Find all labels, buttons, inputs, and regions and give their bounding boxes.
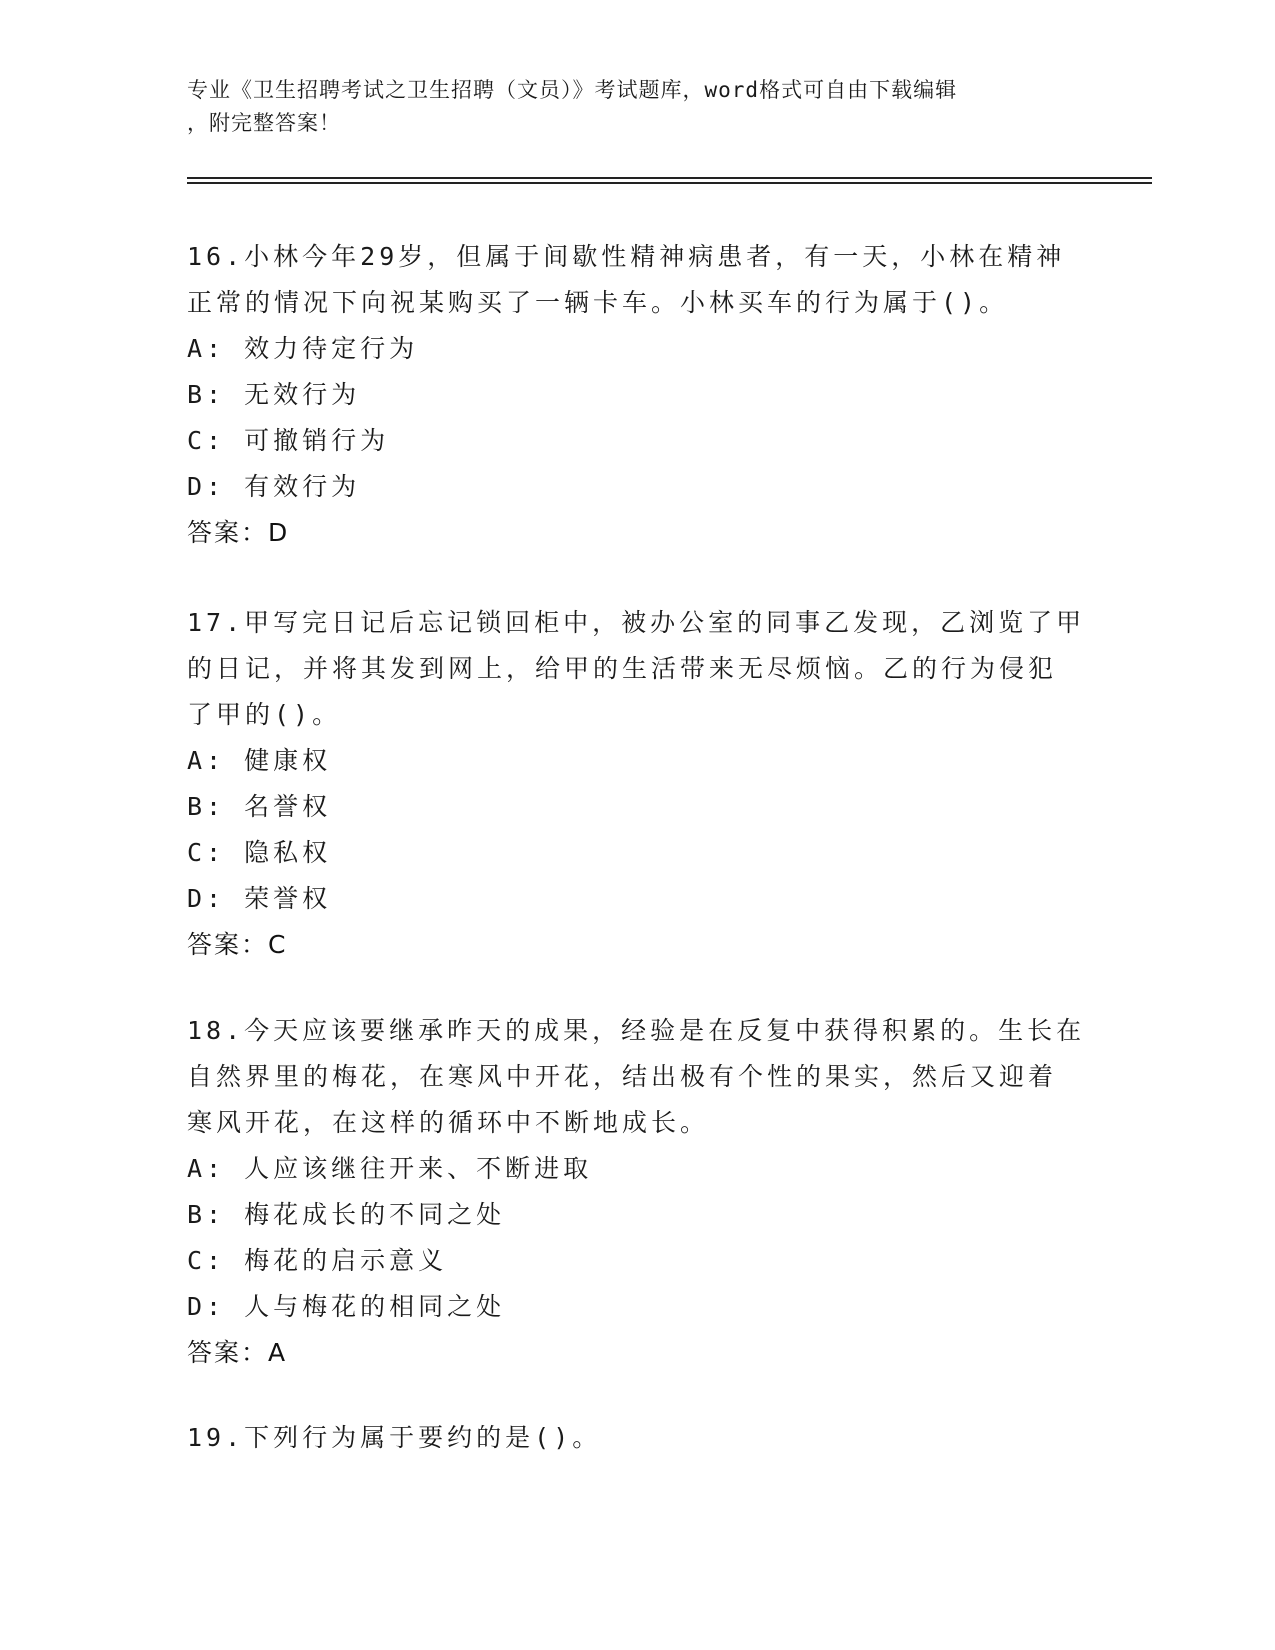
option-d: D: 人与梅花的相同之处	[187, 1292, 506, 1321]
option-b: B: 名誉权	[187, 792, 332, 821]
header-line-1: 专业《卫生招聘考试之卫生招聘（文员）》考试题库，word格式可自由下载编辑	[187, 78, 958, 102]
question-stem-line: 了甲的()。	[187, 700, 342, 729]
answer-line: 答案：D	[187, 518, 290, 547]
question-19	[187, 1415, 1087, 1461]
question-17	[187, 600, 1087, 968]
question-stem-line: 正常的情况下向祝某购买了一辆卡车。小林买车的行为属于()。	[187, 288, 1009, 317]
question-stem-line: 19.下列行为属于要约的是()。	[187, 1423, 602, 1452]
option-a: A: 健康权	[187, 746, 332, 775]
question-stem-line: 的日记，并将其发到网上，给甲的生活带来无尽烦恼。乙的行为侵犯	[187, 654, 1058, 683]
question-16	[187, 234, 1087, 556]
question-stem-line: 自然界里的梅花，在寒风中开花，结出极有个性的果实，然后又迎着	[187, 1062, 1058, 1091]
document-header	[187, 74, 1087, 140]
question-stem-line: 17.甲写完日记后忘记锁回柜中，被办公室的同事乙发现，乙浏览了甲	[187, 608, 1086, 637]
option-b: B: 无效行为	[187, 380, 361, 409]
answer-line: 答案：A	[187, 1338, 288, 1367]
header-line-2: ，附完整答案！	[187, 111, 341, 135]
option-c: C: 梅花的启示意义	[187, 1246, 448, 1275]
option-c: C: 隐私权	[187, 838, 332, 867]
option-a: A: 效力待定行为	[187, 334, 419, 363]
question-stem-line: 寒风开花，在这样的循环中不断地成长。	[187, 1108, 710, 1137]
option-d: D: 荣誉权	[187, 884, 332, 913]
question-18	[187, 1008, 1087, 1376]
header-divider-bottom	[187, 182, 1152, 184]
option-b: B: 梅花成长的不同之处	[187, 1200, 506, 1229]
option-a: A: 人应该继往开来、不断进取	[187, 1154, 593, 1183]
header-divider-top	[187, 177, 1152, 179]
question-stem-line: 16.小林今年29岁，但属于间歇性精神病患者，有一天，小林在精神	[187, 242, 1066, 271]
answer-line: 答案：C	[187, 930, 288, 959]
option-c: C: 可撤销行为	[187, 426, 390, 455]
question-stem-line: 18.今天应该要继承昨天的成果，经验是在反复中获得积累的。生长在	[187, 1016, 1086, 1045]
option-d: D: 有效行为	[187, 472, 361, 501]
